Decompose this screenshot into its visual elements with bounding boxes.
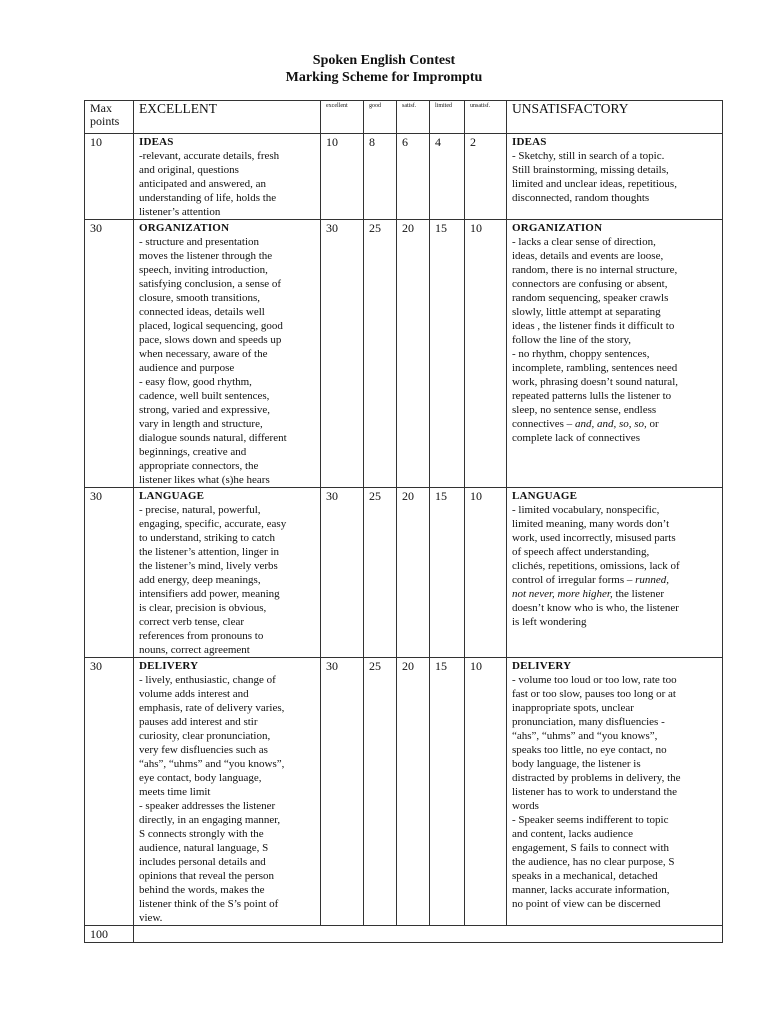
description-line: and content, lacks audience [512,828,633,840]
description-line: random sequencing, speaker crawls [512,292,669,304]
description-line: listener has to work to understand the [512,786,677,798]
description-line: words [512,800,539,812]
description-line: complete lack of connectives [512,432,640,444]
score-cell: 8 [364,134,397,220]
description-line: opinions that reveal the person [139,870,275,882]
description-line: follow the line of the story, [512,334,632,346]
description-line: clichés, repetitions, omissions, lack of [512,560,680,572]
criterion-title: LANGUAGE [512,490,578,502]
table-row [85,658,723,926]
description-line: the listener’s mind, lively verbs [139,560,278,572]
description-line: doesn’t know who is who, the listener [512,602,679,614]
description-line: the audience, has no clear purpose, S [512,856,675,868]
description-line: manner, lacks accurate information, [512,884,670,896]
description-line: the listener’s attention, linger in [139,546,280,558]
description-line: appropriate connectors, the [139,460,259,472]
excellent-cell [134,134,321,220]
excellent-cell [134,220,321,488]
max-points-cell: 10 [85,134,134,220]
description-line: - no rhythm, choppy sentences, [512,348,650,360]
description-line: closure, smooth transitions, [139,292,260,304]
description-line: “ahs”, “uhms” and “you knows”, [139,758,285,770]
score-cell: 15 [430,658,465,926]
description-line: pronunciation, many disfluencies - [512,716,665,728]
criterion-title: LANGUAGE [139,490,205,502]
unsatisfactory-cell [507,134,723,220]
description-line: engaging, specific, accurate, easy [139,518,287,530]
score-cell: 25 [364,488,397,658]
description-line: speech, inviting introduction, [139,264,268,276]
score-cell: 30 [321,220,364,488]
description-line: behind the words, makes the [139,884,265,896]
header-max-points: Max points [85,101,134,134]
description-line: - volume too loud or too low, rate too [512,674,677,686]
header-satisf-score: satisf. [397,101,430,134]
unsatisfactory-cell [507,220,723,488]
max-points-cell: 30 [85,220,134,488]
connectives-prefix: connectives – [512,418,575,430]
description-line: - structure and presentation [139,236,260,248]
table-row [85,488,723,658]
total-points-cell: 100 [85,926,134,943]
excellent-cell [134,658,321,926]
criterion-title: IDEAS [512,136,547,148]
description-line: correct verb tense, clear [139,616,245,628]
description-line: of speech affect understanding, [512,546,650,558]
description-line: pace, slows down and speeds up [139,334,282,346]
description-line: - lively, enthusiastic, change of [139,674,276,686]
description-line: to understand, striking to catch [139,532,275,544]
description-line: sleep, no sentence sense, endless [512,404,657,416]
description-line: understanding of life, holds the [139,192,277,204]
description-line: add energy, deep meanings, [139,574,261,586]
description-line: no point of view can be discerned [512,898,661,910]
description-line: speaks in a mechanical, detached [512,870,658,882]
description-line: meets time limit [139,786,211,798]
score-cell: 20 [397,488,430,658]
unsatisfactory-cell [507,658,723,926]
description-line: dialogue sounds natural, different [139,432,287,444]
description-line: moves the listener through the [139,250,273,262]
score-cell: 10 [465,220,507,488]
score-cell: 30 [321,658,364,926]
description-line: inappropriate spots, unclear [512,702,634,714]
description-line: vary in length and structure, [139,418,263,430]
score-cell: 25 [364,220,397,488]
description-line: distracted by problems in delivery, the [512,772,681,784]
description-line: - lacks a clear sense of direction, [512,236,656,248]
marking-scheme-table [84,100,723,943]
max-points-cell: 30 [85,488,134,658]
description-line: body language, the listener is [512,758,641,770]
score-cell: 15 [430,488,465,658]
header-excellent-score: excellent [321,101,364,134]
header-limited-score: limited [430,101,465,134]
description-line: - easy flow, good rhythm, [139,376,252,388]
description-line: listener likes what (s)he hears [139,474,270,486]
description-line: volume adds interest and [139,688,249,700]
score-cell: 30 [321,488,364,658]
description-line: random, there is no internal structure, [512,264,678,276]
description-line: when necessary, aware of the [139,348,268,360]
description-line: - Speaker seems indifferent to topic [512,814,669,826]
score-cell: 2 [465,134,507,220]
max-points-cell: 30 [85,658,134,926]
criterion-title: DELIVERY [139,660,199,672]
description-line: limited and unclear ideas, repetitious, [512,178,677,190]
description-line: audience and purpose [139,362,235,374]
score-cell: 10 [465,658,507,926]
description-line: incomplete, rambling, sentences need [512,362,678,374]
description-line: work, used incorrectly, misused parts [512,532,676,544]
description-line: work, phrasing doesn’t sound natural, [512,376,678,388]
unsatisfactory-cell [507,488,723,658]
description-line: is left wondering [512,616,587,628]
description-line: speaks too little, no eye contact, no [512,744,667,756]
description-line: very few disfluencies such as [139,744,268,756]
score-cell: 25 [364,658,397,926]
title-block [0,52,768,86]
irregular-forms-example: runned, [635,574,670,586]
total-empty-cell [134,926,723,943]
criterion-title: IDEAS [139,136,174,148]
score-cell: 4 [430,134,465,220]
description-line: engagement, S fails to connect with [512,842,670,854]
connectives-suffix: or [646,418,659,430]
description-line: ideas, details and events are loose, [512,250,664,262]
description-line: limited meaning, many words don’t [512,518,670,530]
description-line: connectors are confusing or absent, [512,278,668,290]
excellent-cell [134,488,321,658]
description-line: is clear, precision is obvious, [139,602,267,614]
header-unsatisfactory: UNSATISFACTORY [507,101,723,134]
description-line: strong, varied and expressive, [139,404,271,416]
description-line: - limited vocabulary, nonspecific, [512,504,660,516]
description-line: - Sketchy, still in search of a topic. [512,150,665,162]
description-line: view. [139,912,163,924]
description-line: connected ideas, details well [139,306,265,318]
description-line: cadence, well built sentences, [139,390,270,402]
description-line: Still brainstorming, missing details, [512,164,669,176]
description-line: ideas , the listener finds it difficult to [512,320,675,332]
description-line: beginnings, creative and [139,446,247,458]
description-line [512,417,717,431]
header-row [85,101,723,134]
header-unsatisf-score: unsatisf. [465,101,507,134]
score-cell: 10 [465,488,507,658]
table-row [85,220,723,488]
description-line [512,573,717,587]
description-line: satisfying conclusion, a sense of [139,278,282,290]
description-line: - precise, natural, powerful, [139,504,261,516]
description-line: repeated patterns lulls the listener to [512,390,672,402]
description-line: - speaker addresses the listener [139,800,276,812]
description-line: emphasis, rate of delivery varies, [139,702,285,714]
header-good-score: good [364,101,397,134]
description-line: placed, logical sequencing, good [139,320,283,332]
description-line: intensifiers add power, meaning [139,588,280,600]
description-line: curiosity, clear pronunciation, [139,730,271,742]
description-line: directly, in an engaging manner, [139,814,281,826]
irregular-forms-prefix: control of irregular forms – [512,574,636,586]
score-cell: 20 [397,658,430,926]
description-line [512,587,717,601]
connectives-examples: and, and, so, so, [574,418,647,430]
description-line: pauses add interest and stir [139,716,258,728]
header-excellent: EXCELLENT [134,101,321,134]
total-row [85,926,723,943]
criterion-title: ORGANIZATION [139,222,230,234]
description-line: anticipated and answered, an [139,178,267,190]
document-subtitle: Marking Scheme for Impromptu [285,70,483,85]
criterion-title: ORGANIZATION [512,222,603,234]
description-line: “ahs”, “uhms” and “you knows”, [512,730,658,742]
description-line: fast or too slow, pauses too long or at [512,688,676,700]
score-cell: 6 [397,134,430,220]
description-line: includes personal details and [139,856,266,868]
table-row [85,134,723,220]
description-line: slowly, little attempt at separating [512,306,661,318]
description-line: listener’s attention [139,206,221,218]
irregular-forms-suffix: the listener [612,588,665,600]
description-line: references from pronouns to [139,630,264,642]
description-line: nouns, correct agreement [139,644,250,656]
irregular-forms-examples: not never, more higher, [512,588,613,600]
description-line: and original, questions [139,164,239,176]
criterion-title: DELIVERY [512,660,572,672]
description-line: eye contact, body language, [139,772,262,784]
description-line: S connects strongly with the [139,828,264,840]
description-line: disconnected, random thoughts [512,192,650,204]
description-line: -relevant, accurate details, fresh [139,150,280,162]
document-title: Spoken English Contest [312,53,456,68]
score-cell: 10 [321,134,364,220]
score-cell: 15 [430,220,465,488]
description-line: audience, natural language, S [139,842,269,854]
description-line: listener think of the S’s point of [139,898,279,910]
score-cell: 20 [397,220,430,488]
